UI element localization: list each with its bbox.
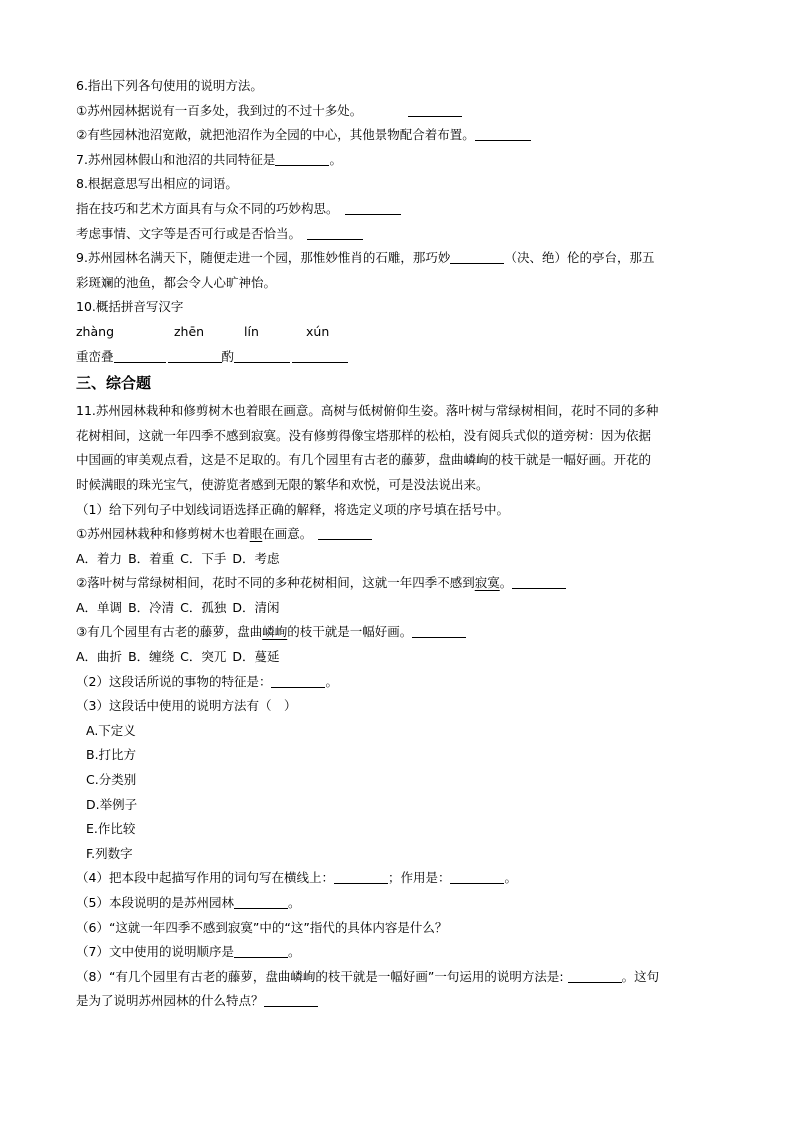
sentence-text: 的枝干就是一幅好画。 <box>287 624 413 640</box>
question-text: （7）文中使用的说明顺序是 <box>76 944 234 960</box>
option-b[interactable]: B．着重 <box>128 550 175 566</box>
q8-item-2 <box>76 222 720 247</box>
q9-text: 9.苏州园林名满天下，随便走进一个园，那惟妙惟肖的石雕，那巧妙 <box>76 250 451 266</box>
q9-text-tail: （决、绝）伦的亭台，那五 <box>504 250 655 266</box>
q8-title: 8.根据意思写出相应的词语。 <box>76 176 238 192</box>
option-b[interactable]: B．冷清 <box>128 599 175 615</box>
q11-passage-line-3: 中国画的审美观点看，这是不足取的。有几个园里有古老的藤萝，盘曲嶙峋的枝干就是一幅好画。开花的 <box>76 452 652 468</box>
answer-blank[interactable] <box>568 967 622 983</box>
q11-part5 <box>76 891 720 916</box>
answer-blank[interactable] <box>334 868 388 884</box>
answer-blank[interactable] <box>318 524 372 540</box>
section-title: 三、综合题 <box>76 374 152 393</box>
q7 <box>76 148 720 173</box>
q11-part1-options-3 <box>76 645 720 670</box>
answer-blank[interactable] <box>408 101 462 117</box>
underlined-word: 寂寞 <box>474 575 500 591</box>
answer-blank[interactable] <box>292 347 348 363</box>
q6-sentence-2 <box>76 123 720 148</box>
q10-words <box>76 345 720 370</box>
q11-part3: （3）这段话中使用的说明方法有（ ） <box>76 698 297 714</box>
q11-part4 <box>76 866 720 891</box>
underlined-word: 眼 <box>249 526 263 542</box>
answer-blank[interactable] <box>512 573 566 589</box>
q7-text: 7.苏州园林假山和池沼的共同特征是 <box>76 151 276 167</box>
q11-part1-options-2 <box>76 596 720 621</box>
q10-word-1: 重峦叠 <box>76 348 114 364</box>
q8-item-1-text: 指在技巧和艺术方面具有与众不同的巧妙构思。 <box>76 200 339 216</box>
q11-part3-option-a[interactable]: A.下定义 <box>86 722 136 738</box>
q11-part2 <box>76 670 720 695</box>
q11-part3-option-b[interactable]: B.打比方 <box>86 747 137 763</box>
answer-blank[interactable] <box>264 991 318 1007</box>
q6-sentence-2-text: ②有些园林池沼宽敞，就把池沼作为全园的中心，其他景物配合着布置。 <box>76 127 475 143</box>
q10-pinyin-row <box>76 320 720 345</box>
q11-part7 <box>76 940 720 965</box>
question-end: 。 <box>325 673 338 689</box>
q11-part6: （6）“这就一年四季不感到寂寞”中的“这”指代的具体内容是什么？ <box>76 919 448 935</box>
underlined-word: 嶙峋 <box>262 624 288 640</box>
pinyin-4: xún <box>306 323 330 339</box>
option-a[interactable]: A．着力 <box>76 550 123 566</box>
q11-part3-option-f[interactable]: F.列数字 <box>86 845 133 861</box>
question-text: （2）这段话所说的事物的特征是： <box>76 673 272 689</box>
answer-blank[interactable] <box>412 622 466 638</box>
sentence-text: 。 <box>499 575 513 591</box>
option-c[interactable]: C．突兀 <box>180 649 227 665</box>
option-d[interactable]: D．蔓延 <box>232 649 280 665</box>
q11-passage-line-2: 花树相间，这就一年四季不感到寂寞。没有修剪得像宝塔那样的松柏，没有阅兵式似的道旁树：因为依据 <box>76 427 652 443</box>
q11-passage-line-1: 11.苏州园林栽种和修剪树木也着眼在画意。高树与低树俯仰生姿。落叶树与常绿树相间，花时不同的多种 <box>76 403 659 419</box>
q6-title: 6.指出下列各句使用的说明方法。 <box>76 78 263 93</box>
option-c[interactable]: C．孤独 <box>180 599 227 615</box>
answer-blank[interactable] <box>234 347 290 363</box>
question-end: 。 <box>287 944 301 960</box>
q10-word-2: 酌 <box>221 348 235 364</box>
worksheet-page <box>76 74 720 1014</box>
q6-sentence-1-text: ①苏州园林据说有一百多处，我到过的不过十多处。 <box>76 102 363 118</box>
answer-blank[interactable] <box>450 868 504 884</box>
answer-blank[interactable] <box>234 893 288 909</box>
q11-part1-sentence-3 <box>76 620 720 645</box>
option-d[interactable]: D．考虑 <box>232 550 280 566</box>
q6-sentence-1 <box>76 99 720 124</box>
question-text: （4）把本段中起描写作用的词句写在横线上： <box>76 870 334 886</box>
answer-blank[interactable] <box>275 150 329 166</box>
option-a[interactable]: A．单调 <box>76 599 123 615</box>
answer-blank[interactable] <box>114 347 166 363</box>
pinyin-1: zhàng <box>76 323 115 339</box>
option-b[interactable]: B．缠绕 <box>128 649 175 665</box>
q11-part1-sentence-1 <box>76 522 720 547</box>
option-a[interactable]: A．曲折 <box>76 649 123 665</box>
q11-part3-option-c[interactable]: C.分类别 <box>86 772 137 788</box>
q11-part1-title: （1）给下列句子中划线词语选择正确的解释，将选定义项的序号填在括号中。 <box>76 501 509 517</box>
q11-passage-line-4: 时候满眼的珠光宝气，使游览者感到无限的繁华和欢悦，可是没法说出来。 <box>76 476 489 492</box>
question-text: （5）本段说明的是苏州园林 <box>76 895 234 910</box>
sentence-text: ①苏州园林栽种和修剪树木也着 <box>76 526 250 542</box>
answer-blank[interactable] <box>168 347 222 363</box>
pinyin-3: lín <box>244 323 259 339</box>
answer-blank[interactable] <box>450 248 504 264</box>
q11-part3-option-e[interactable]: E.作比较 <box>86 821 136 837</box>
answer-blank[interactable] <box>307 224 363 240</box>
q9-line-1 <box>76 246 720 271</box>
q8-item-2-text: 考虑事情、文字等是否可行或是否恰当。 <box>76 225 302 241</box>
sentence-text: ③有几个园里有古老的藤萝，盘曲 <box>76 624 263 640</box>
question-text: 。这句 <box>621 968 660 984</box>
question-text: 是为了说明苏州园林的什么特点？ <box>76 993 264 1009</box>
sentence-text: ②落叶树与常绿树相间，花时不同的多种花树相间，这就一年四季不感到 <box>76 575 475 591</box>
q11-part1-sentence-2 <box>76 571 720 596</box>
q9-line-2: 彩斑斓的池鱼，都会令人心旷神怡。 <box>76 274 277 290</box>
q11-part3-option-d[interactable]: D.举例子 <box>86 796 138 812</box>
answer-blank[interactable] <box>234 942 288 958</box>
question-end: 。 <box>504 870 517 886</box>
option-c[interactable]: C．下手 <box>180 550 227 566</box>
question-text: ；作用是： <box>387 870 451 886</box>
question-text: （8）“有几个园里有古老的藤萝，盘曲嶙峋的枝干就是一幅好画”一句运用的说明方法是: <box>76 968 564 984</box>
pinyin-2: zhēn <box>174 323 205 339</box>
q11-part8-line-2 <box>76 989 720 1014</box>
answer-blank[interactable] <box>475 125 531 141</box>
q11-part1-options-1 <box>76 547 720 572</box>
answer-blank[interactable] <box>345 199 401 215</box>
q7-end: 。 <box>329 151 342 167</box>
question-end: 。 <box>287 895 301 910</box>
answer-blank[interactable] <box>271 672 325 688</box>
option-d[interactable]: D．清闲 <box>232 599 280 615</box>
sentence-text: 在画意。 <box>262 526 313 542</box>
q11-part8-line-1 <box>76 965 720 990</box>
q10-title: 10.概括拼音写汉字 <box>76 299 184 315</box>
q8-item-1 <box>76 197 720 222</box>
